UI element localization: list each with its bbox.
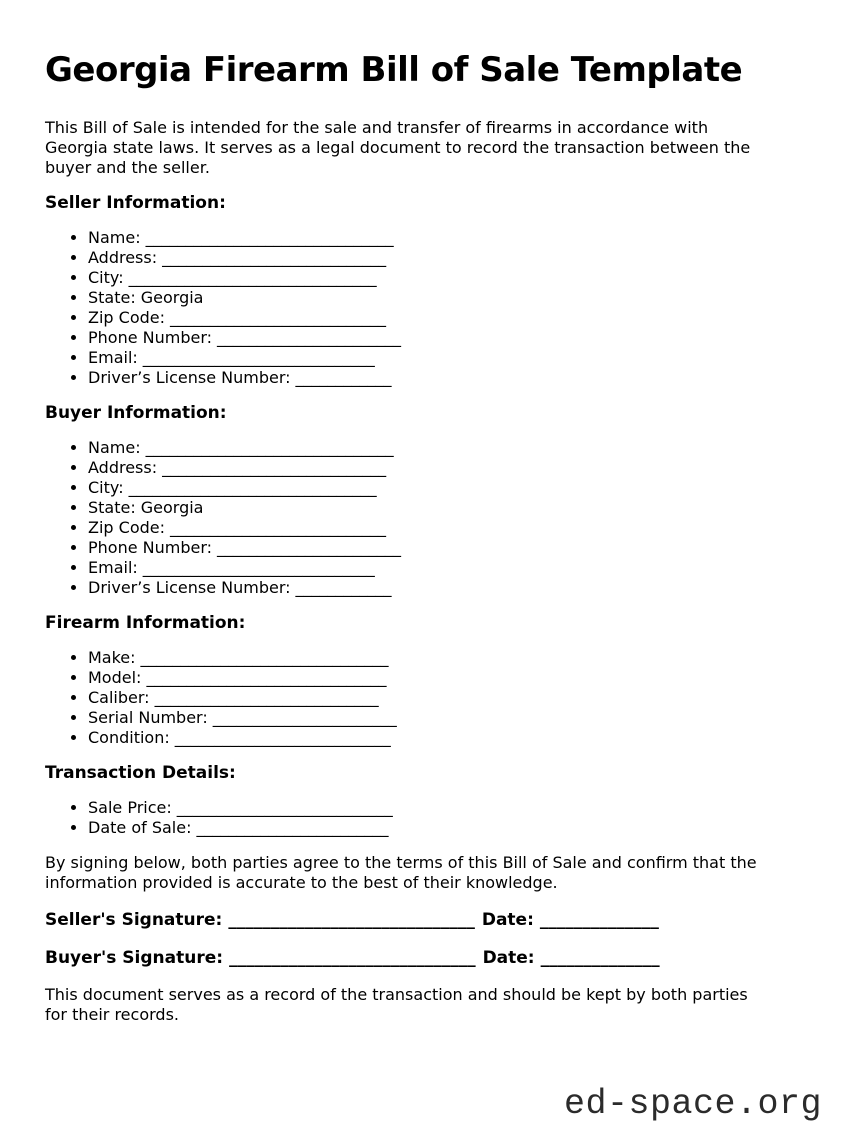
- list-item: [88, 368, 799, 388]
- buyer-date-label: Date:: [482, 948, 535, 968]
- item-label: Driver’s License Number:: [88, 578, 291, 597]
- item-label: Address:: [88, 248, 158, 267]
- item-label: Make:: [88, 648, 136, 667]
- footer-line: for their records.: [45, 1005, 179, 1024]
- item-value: Georgia: [140, 288, 204, 307]
- item-label: Zip Code:: [88, 518, 165, 537]
- fill-in-line: ___________________________: [176, 798, 393, 817]
- footer-note: [45, 985, 799, 1025]
- intro-line: This Bill of Sale is intended for the sale and transfer of firearms in accordance with: [45, 118, 709, 137]
- fill-in-line: ______________________________: [146, 668, 387, 687]
- list-item: [88, 538, 799, 558]
- item-label: Email:: [88, 348, 138, 367]
- list-item: [88, 578, 799, 598]
- list-item: [88, 648, 799, 668]
- item-label: Caliber:: [88, 688, 150, 707]
- item-label: Zip Code:: [88, 308, 165, 327]
- item-label: State:: [88, 498, 136, 517]
- fill-in-line: ____________________________: [162, 458, 387, 477]
- list-item: [88, 308, 799, 328]
- seller-date-label: Date:: [481, 910, 534, 930]
- list-item: [88, 288, 799, 308]
- list-item: [88, 348, 799, 368]
- item-label: Model:: [88, 668, 142, 687]
- list-item: [88, 558, 799, 578]
- fill-in-line: _______________________: [217, 538, 402, 557]
- list-item: [88, 708, 799, 728]
- fill-in-line: _____________________________: [142, 348, 375, 367]
- buyer-signature-label: Buyer's Signature:: [45, 948, 224, 968]
- item-label: Serial Number:: [88, 708, 208, 727]
- list-item: [88, 688, 799, 708]
- item-label: Condition:: [88, 728, 170, 747]
- fill-in-line: _____________________________: [142, 558, 375, 577]
- list-item: [88, 818, 799, 838]
- section-heading-firearm-information: Firearm Information:: [45, 613, 246, 633]
- seller-signature-label: Seller's Signature:: [45, 910, 223, 930]
- agreement-line: information provided is accurate to the best of their knowledge.: [45, 873, 558, 892]
- fill-in-line: ____________________________: [162, 248, 387, 267]
- transaction-details-list: [45, 798, 799, 838]
- section-heading-buyer-information: Buyer Information:: [45, 403, 227, 423]
- fill-in-line: ___________________________: [170, 308, 386, 327]
- list-item: [88, 498, 799, 518]
- list-item: [88, 438, 799, 458]
- fill-in-line: ____________________________: [154, 688, 379, 707]
- section-heading-seller-information: Seller Information:: [45, 193, 226, 213]
- fill-in-line: _______________________: [212, 708, 397, 727]
- fill-in-line: _______________________________: [140, 648, 389, 667]
- list-item: [88, 248, 799, 268]
- list-item: [88, 228, 799, 248]
- fill-in-line: ___________________________: [170, 518, 386, 537]
- fill-in-line: _______________________________: [128, 478, 377, 497]
- item-label: City:: [88, 268, 124, 287]
- buyer-signature-row: [45, 947, 799, 969]
- item-label: Email:: [88, 558, 138, 577]
- item-label: Address:: [88, 458, 158, 477]
- list-item: [88, 668, 799, 688]
- list-item: [88, 478, 799, 498]
- intro-paragraph: [45, 118, 799, 178]
- seller-information-list: [45, 228, 799, 388]
- list-item: [88, 518, 799, 538]
- section-heading-transaction-details: Transaction Details:: [45, 763, 236, 783]
- item-label: Driver’s License Number:: [88, 368, 291, 387]
- document-title: Georgia Firearm Bill of Sale Template: [45, 50, 743, 90]
- intro-line: buyer and the seller.: [45, 158, 210, 177]
- list-item: [88, 268, 799, 288]
- item-label: City:: [88, 478, 124, 497]
- firearm-information-list: [45, 648, 799, 748]
- intro-line: Georgia state laws. It serves as a legal document to record the transaction between the: [45, 138, 751, 157]
- buyer-information-list: [45, 438, 799, 598]
- fill-in-line: ____________: [295, 368, 392, 387]
- fill-in-line: _______________________: [217, 328, 402, 347]
- fill-in-line: _______________________________: [145, 438, 394, 457]
- watermark-text: ed-space.org: [563, 1084, 822, 1124]
- fill-in-line: ___________________________: [174, 728, 391, 747]
- agreement-line: By signing below, both parties agree to the terms of this Bill of Sale and confirm that the: [45, 853, 757, 872]
- list-item: [88, 798, 799, 818]
- list-item: [88, 728, 799, 748]
- seller-signature-line: _____________________________: [228, 910, 475, 930]
- item-label: Name:: [88, 438, 141, 457]
- item-label: Date of Sale:: [88, 818, 192, 837]
- item-value: Georgia: [140, 498, 204, 517]
- item-label: Name:: [88, 228, 141, 247]
- item-label: Sale Price:: [88, 798, 172, 817]
- buyer-date-line: ______________: [540, 948, 660, 968]
- buyer-signature-line: _____________________________: [229, 948, 476, 968]
- list-item: [88, 328, 799, 348]
- fill-in-line: _______________________________: [145, 228, 394, 247]
- item-label: State:: [88, 288, 136, 307]
- fill-in-line: _______________________________: [128, 268, 377, 287]
- list-item: [88, 458, 799, 478]
- fill-in-line: ________________________: [196, 818, 389, 837]
- seller-date-line: ______________: [539, 910, 659, 930]
- item-label: Phone Number:: [88, 538, 213, 557]
- footer-line: This document serves as a record of the transaction and should be kept by both parties: [45, 985, 748, 1004]
- fill-in-line: ____________: [295, 578, 392, 597]
- agreement-paragraph: [45, 853, 799, 893]
- seller-signature-row: [45, 909, 799, 931]
- item-label: Phone Number:: [88, 328, 213, 347]
